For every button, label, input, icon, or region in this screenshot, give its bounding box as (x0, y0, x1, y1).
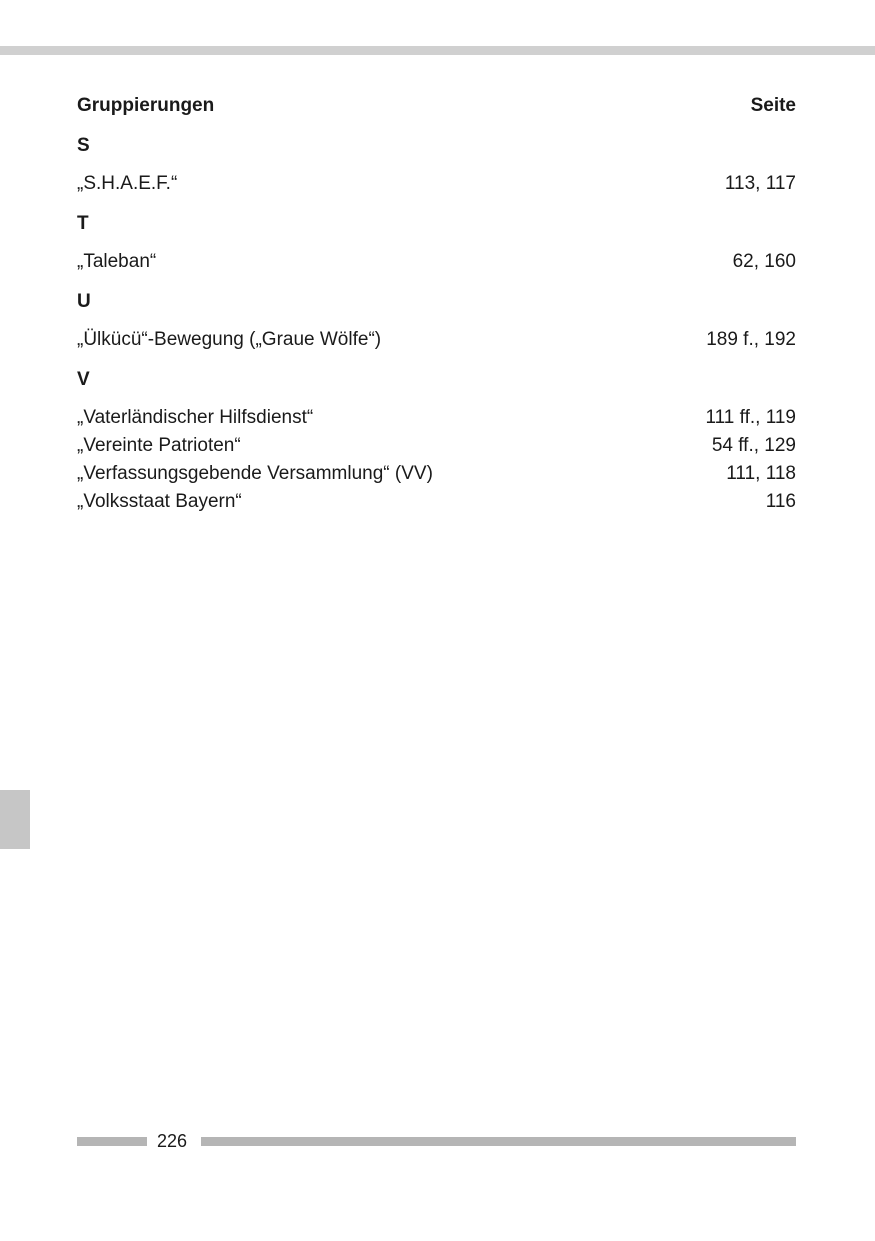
entry-name: „Volksstaat Bayern“ (77, 491, 242, 512)
index-entry (77, 248, 796, 276)
column-header-groups: Gruppierungen (77, 95, 215, 116)
entry-pages: 113, 117 (724, 173, 796, 194)
section-letter: T (77, 213, 89, 234)
section-letter: S (77, 135, 90, 156)
entry-name: „Verfassungsgebende Versammlung“ (VV) (77, 463, 433, 484)
index-content (77, 92, 796, 516)
top-rule (0, 46, 875, 55)
column-header-page: Seite (750, 95, 796, 116)
index-entry (77, 326, 796, 354)
index-section-t (77, 210, 796, 276)
index-entry (77, 170, 796, 198)
entry-name: „Vaterländischer Hilfsdienst“ (77, 407, 314, 428)
index-section-v (77, 366, 796, 516)
entry-name: „S.H.A.E.F.“ (77, 173, 178, 194)
page-footer (77, 1128, 796, 1154)
index-entry (77, 404, 796, 432)
entry-pages: 111 ff., 119 (705, 407, 796, 428)
page-number: 226 (157, 1131, 188, 1151)
footer-rule-left (77, 1137, 147, 1146)
index-section-s (77, 132, 796, 198)
entry-name: „Ülkücü“-Bewegung („Graue Wölfe“) (77, 329, 382, 350)
section-letter: U (77, 291, 91, 312)
index-entry (77, 488, 796, 516)
index-section-u (77, 288, 796, 354)
side-thumb-tab (0, 790, 30, 849)
footer-rule-right (201, 1137, 796, 1146)
entry-name: „Vereinte Patrioten“ (77, 435, 241, 456)
entry-pages: 189 f., 192 (706, 329, 796, 350)
index-entry (77, 432, 796, 460)
entry-name: „Taleban“ (77, 251, 157, 272)
entry-pages: 54 ff., 129 (711, 435, 796, 456)
section-letter: V (77, 369, 90, 390)
entry-pages: 62, 160 (732, 251, 796, 272)
entry-pages: 116 (765, 491, 796, 512)
index-header (77, 92, 796, 120)
index-entry (77, 460, 796, 488)
entry-pages: 111, 118 (726, 463, 796, 484)
